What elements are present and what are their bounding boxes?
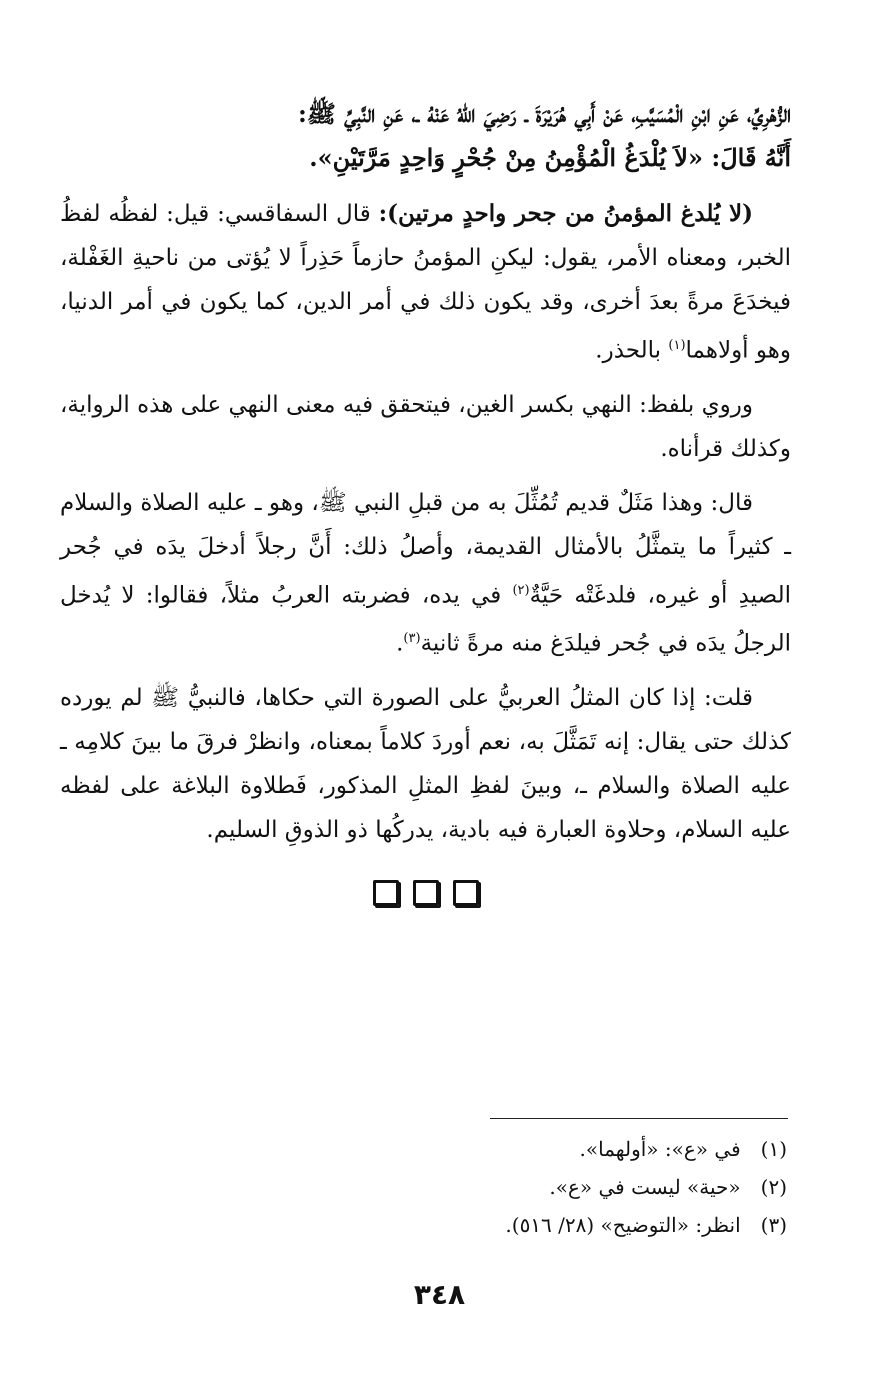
paragraph-text: قلت: إذا كان المثلُ العربيُّ على الصورة التي حكاها، فالنبيُّ ﷺ لم يورده كذلك حتى يقال: إنه تَمَثَّلَ به، نعم أوردَ كلاماً بمعناه، وانظرْ فرقَ ما بينَ كلامِه ـ عليه الصلاة والسلام ـ، وبينَ لفظِ المثلِ المذكور، فَطلاوة البلاغة على لفظه عليه السلام، وحلاوة العبارة فيه بادية، يدركُها ذو الذوقِ السليم. bbox=[60, 684, 791, 843]
hadith-line-1: الزُّهْرِيِّ، عَنِ ابْنِ الْمُسَيَّبِ، عَنْ أَبِي هُرَيْرَةَ ـ رَضِيَ اللهُ عَنْهُ ـ، عَنِ النَّبِيِّ ﷺ: bbox=[297, 99, 791, 128]
footnote-divider bbox=[490, 1118, 788, 1119]
paragraph-tail: . bbox=[396, 630, 404, 657]
paragraph-tail: في يده، فضربته العربُ مثلاً، فقالوا: لا يُدخل الرجلُ يدَه في جُحر فيلدَغ منه مرةً ثانية bbox=[60, 582, 791, 657]
footnote-number: (١) bbox=[760, 1137, 787, 1161]
footnotes bbox=[60, 1130, 787, 1244]
paragraph-lead: (لا يُلدغ المؤمنُ من جحر واحدٍ مرتين): bbox=[378, 200, 753, 227]
footnote-3 bbox=[60, 1206, 787, 1244]
separator-box-icon bbox=[453, 880, 479, 906]
commentary-paragraph-3 bbox=[60, 481, 791, 666]
hadith-text bbox=[60, 92, 791, 180]
footnote-ref: (١) bbox=[668, 338, 686, 353]
footnote-number: (٣) bbox=[760, 1213, 787, 1237]
separator-box-icon bbox=[373, 880, 399, 906]
separator-box-icon bbox=[413, 880, 439, 906]
footnote-text: في «ع»: «أولهما». bbox=[579, 1137, 741, 1161]
footnote-ref: (٢) bbox=[512, 582, 530, 598]
paragraph-text: وروي بلفظ: النهي بكسر الغين، فيتحقق فيه معنى النهي على هذه الرواية، وكذلك قرأناه. bbox=[60, 391, 791, 462]
commentary-paragraph-4 bbox=[60, 676, 791, 852]
footnote-number: (٢) bbox=[760, 1175, 787, 1199]
main-text bbox=[60, 92, 791, 906]
commentary-paragraph-1 bbox=[60, 192, 791, 373]
paragraph-tail: بالحذر. bbox=[595, 337, 669, 364]
footnote-1 bbox=[60, 1130, 787, 1168]
paragraph-text: قال السفاقسي: قيل: لفظُه لفظُ الخبر، ومعناه الأمر، يقول: ليكنِ المؤمنُ حازماً حَذِراً لا يُؤتى من ناحيةِ الغَفْلة، فيخدَعَ مرةً بعدَ أخرى، وقد يكون ذلك في أمر الدين، كما يكون في أمر الدنيا، وهو أولاهما bbox=[60, 201, 791, 364]
footnote-ref: (٣) bbox=[403, 631, 421, 647]
footnote-text: انظر: «التوضيح» (٢٨/ ٥١٦). bbox=[505, 1213, 741, 1237]
section-separator bbox=[60, 880, 791, 906]
footnote-text: «حية» ليست في «ع». bbox=[549, 1175, 741, 1199]
commentary-paragraph-2 bbox=[60, 383, 791, 471]
hadith-line-2: أَنَّهُ قَالَ: «لاَ يُلْدَغُ الْمُؤْمِنُ مِنْ جُحْرٍ وَاحِدٍ مَرَّتَيْنِ». bbox=[309, 143, 791, 172]
paragraph-text: قال: وهذا مَثَلٌ قديم تُمُثِّلَ به من قبلِ النبي ﷺ، وهو ـ عليه الصلاة والسلام ـ كثيراً ما يتمثَّلُ بالأمثال القديمة، وأصلُ ذلك: أَنَّ رجلاً أدخلَ يدَه في جُحر الصيدِ أو غيره، فلدغَتْه حَيَّةٌ bbox=[60, 489, 791, 609]
page-number: ٣٤٨ bbox=[413, 1278, 466, 1311]
footnote-2 bbox=[60, 1168, 787, 1206]
